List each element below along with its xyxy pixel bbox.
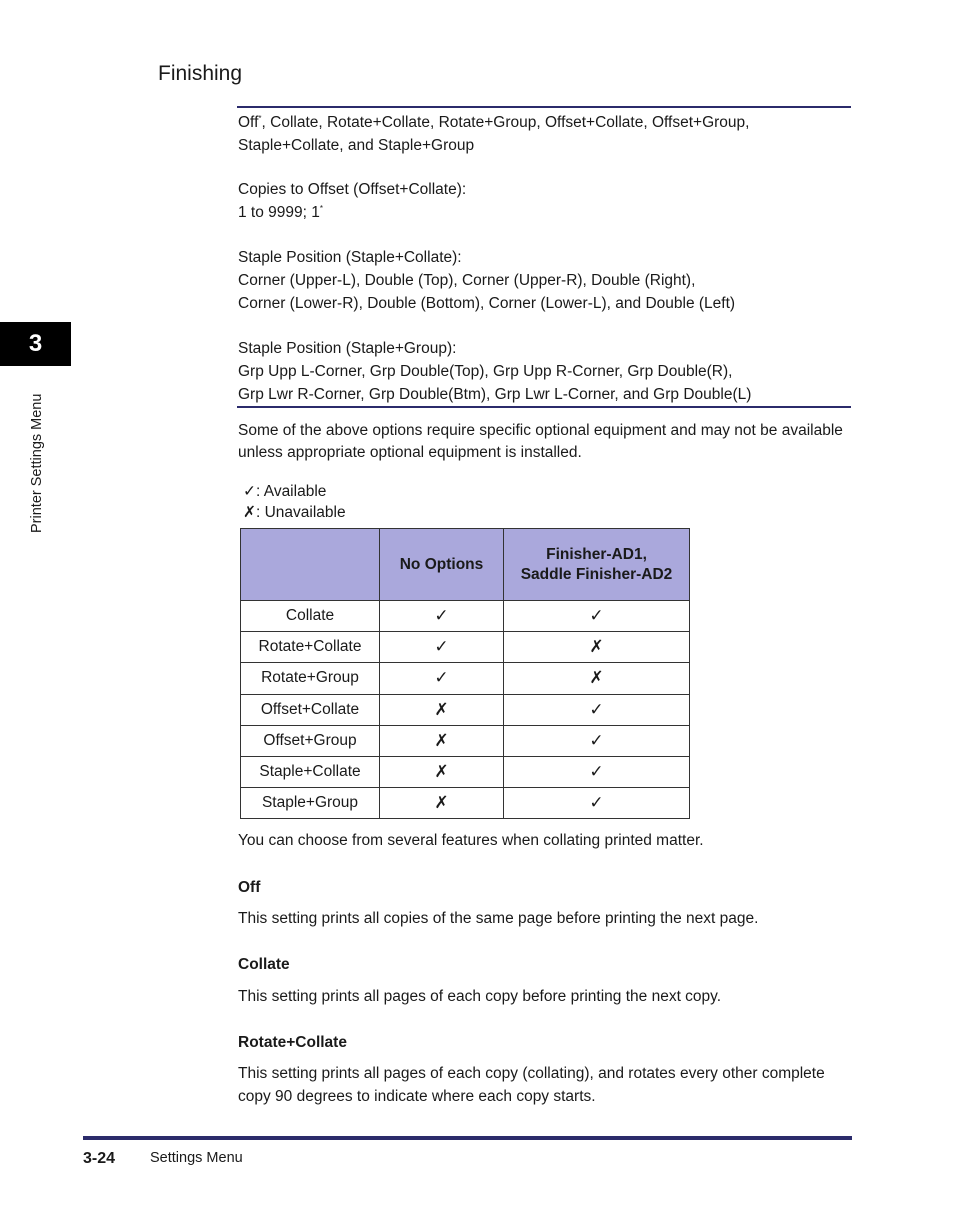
- availability-mark: ✓: [380, 601, 504, 632]
- chapter-tab: [0, 322, 71, 366]
- availability-mark: ✓: [380, 663, 504, 694]
- availability-mark: ✗: [380, 788, 504, 819]
- page-title: Finishing: [158, 62, 243, 85]
- check-icon: ✓: [243, 483, 256, 500]
- cross-icon: ✗: [243, 504, 256, 521]
- staple-collate-line2: Corner (Lower-R), Double (Bottom), Corner (Lower-L), and Double (Left): [238, 295, 736, 312]
- availability-mark: ✗: [504, 663, 690, 694]
- footer-section: Settings Menu: [150, 1150, 243, 1166]
- table-row: [241, 663, 690, 694]
- table-row: [241, 601, 690, 632]
- table-row: [241, 694, 690, 725]
- section-body-rotate-collate: This setting prints all pages of each copy (collating), and rotates every other complete copy 90 degrees to indicate where each copy starts.: [238, 1065, 825, 1105]
- section-heading-off: Off: [238, 879, 261, 896]
- copies-value: 1 to 9999; 1: [238, 204, 320, 221]
- availability-table: [240, 528, 690, 819]
- availability-mark: ✗: [380, 756, 504, 787]
- availability-mark: ✓: [504, 788, 690, 819]
- section-heading-collate: Collate: [238, 956, 290, 973]
- default-mark: *: [319, 203, 323, 213]
- staple-group-line1: Grp Upp L-Corner, Grp Double(Top), Grp Upp R-Corner, Grp Double(R),: [238, 363, 733, 380]
- header-no-options: No Options: [380, 529, 504, 601]
- row-label: Offset+Collate: [241, 694, 380, 725]
- availability-mark: ✓: [380, 632, 504, 663]
- availability-mark: ✓: [504, 601, 690, 632]
- legend-available: [243, 481, 326, 502]
- row-label: Rotate+Group: [241, 663, 380, 694]
- table-row: [241, 632, 690, 663]
- staple-position-collate: [238, 246, 848, 315]
- option-list-rest: , Collate, Rotate+Collate, Rotate+Group, Offset+Collate, Offset+Group,: [261, 114, 750, 131]
- header-finisher: [504, 529, 690, 601]
- availability-mark: ✗: [504, 632, 690, 663]
- section-body-off: This setting prints all copies of the same page before printing the next page.: [238, 910, 759, 927]
- section-heading-rotate-collate: Rotate+Collate: [238, 1034, 347, 1051]
- staple-position-group: [238, 337, 848, 406]
- row-label: Offset+Group: [241, 725, 380, 756]
- page-number: 3-24: [83, 1150, 116, 1167]
- table-header-row: [241, 529, 690, 601]
- staple-group-label: Staple Position (Staple+Group):: [238, 340, 457, 357]
- legend-unavailable-text: : Unavailable: [256, 504, 346, 521]
- availability-mark: ✓: [504, 725, 690, 756]
- options-bottom-rule: [237, 406, 851, 408]
- chapter-number: 3: [28, 330, 43, 357]
- availability-mark: ✗: [380, 694, 504, 725]
- row-label: Staple+Collate: [241, 756, 380, 787]
- default-mark: *: [258, 113, 262, 123]
- staple-collate-label: Staple Position (Staple+Collate):: [238, 249, 462, 266]
- copies-label: Copies to Offset (Offset+Collate):: [238, 181, 467, 198]
- staple-group-line2: Grp Lwr R-Corner, Grp Double(Btm), Grp Lwr L-Corner, and Grp Double(L): [238, 386, 752, 403]
- options-list: [238, 111, 848, 157]
- options-top-rule: [237, 106, 851, 108]
- table-row: [241, 756, 690, 787]
- staple-collate-line1: Corner (Upper-L), Double (Top), Corner (Upper-R), Double (Right),: [238, 272, 696, 289]
- equipment-note: Some of the above options require specific optional equipment and may not be available unless appropriate optional equipment is installed.: [238, 422, 843, 461]
- header-finisher-line1: Finisher-AD1,: [546, 545, 647, 563]
- collating-intro: You can choose from several features when collating printed matter.: [238, 832, 704, 849]
- copies-to-offset: [238, 178, 848, 224]
- section-body-collate: This setting prints all pages of each copy before printing the next copy.: [238, 988, 722, 1005]
- table-row: [241, 788, 690, 819]
- row-label: Rotate+Collate: [241, 632, 380, 663]
- row-label: Collate: [241, 601, 380, 632]
- footer-rule: [83, 1136, 852, 1140]
- option-off: Off: [238, 114, 259, 131]
- header-finisher-line2: Saddle Finisher-AD2: [520, 565, 673, 583]
- legend-available-text: : Available: [256, 483, 327, 500]
- availability-mark: ✓: [504, 694, 690, 725]
- availability-mark: ✓: [504, 756, 690, 787]
- availability-mark: ✗: [380, 725, 504, 756]
- option-list-line2: Staple+Collate, and Staple+Group: [238, 137, 475, 154]
- legend-unavailable: [243, 502, 346, 523]
- row-label: Staple+Group: [241, 788, 380, 819]
- header-blank: [241, 529, 380, 601]
- chapter-label: Printer Settings Menu: [29, 393, 45, 533]
- table-row: [241, 725, 690, 756]
